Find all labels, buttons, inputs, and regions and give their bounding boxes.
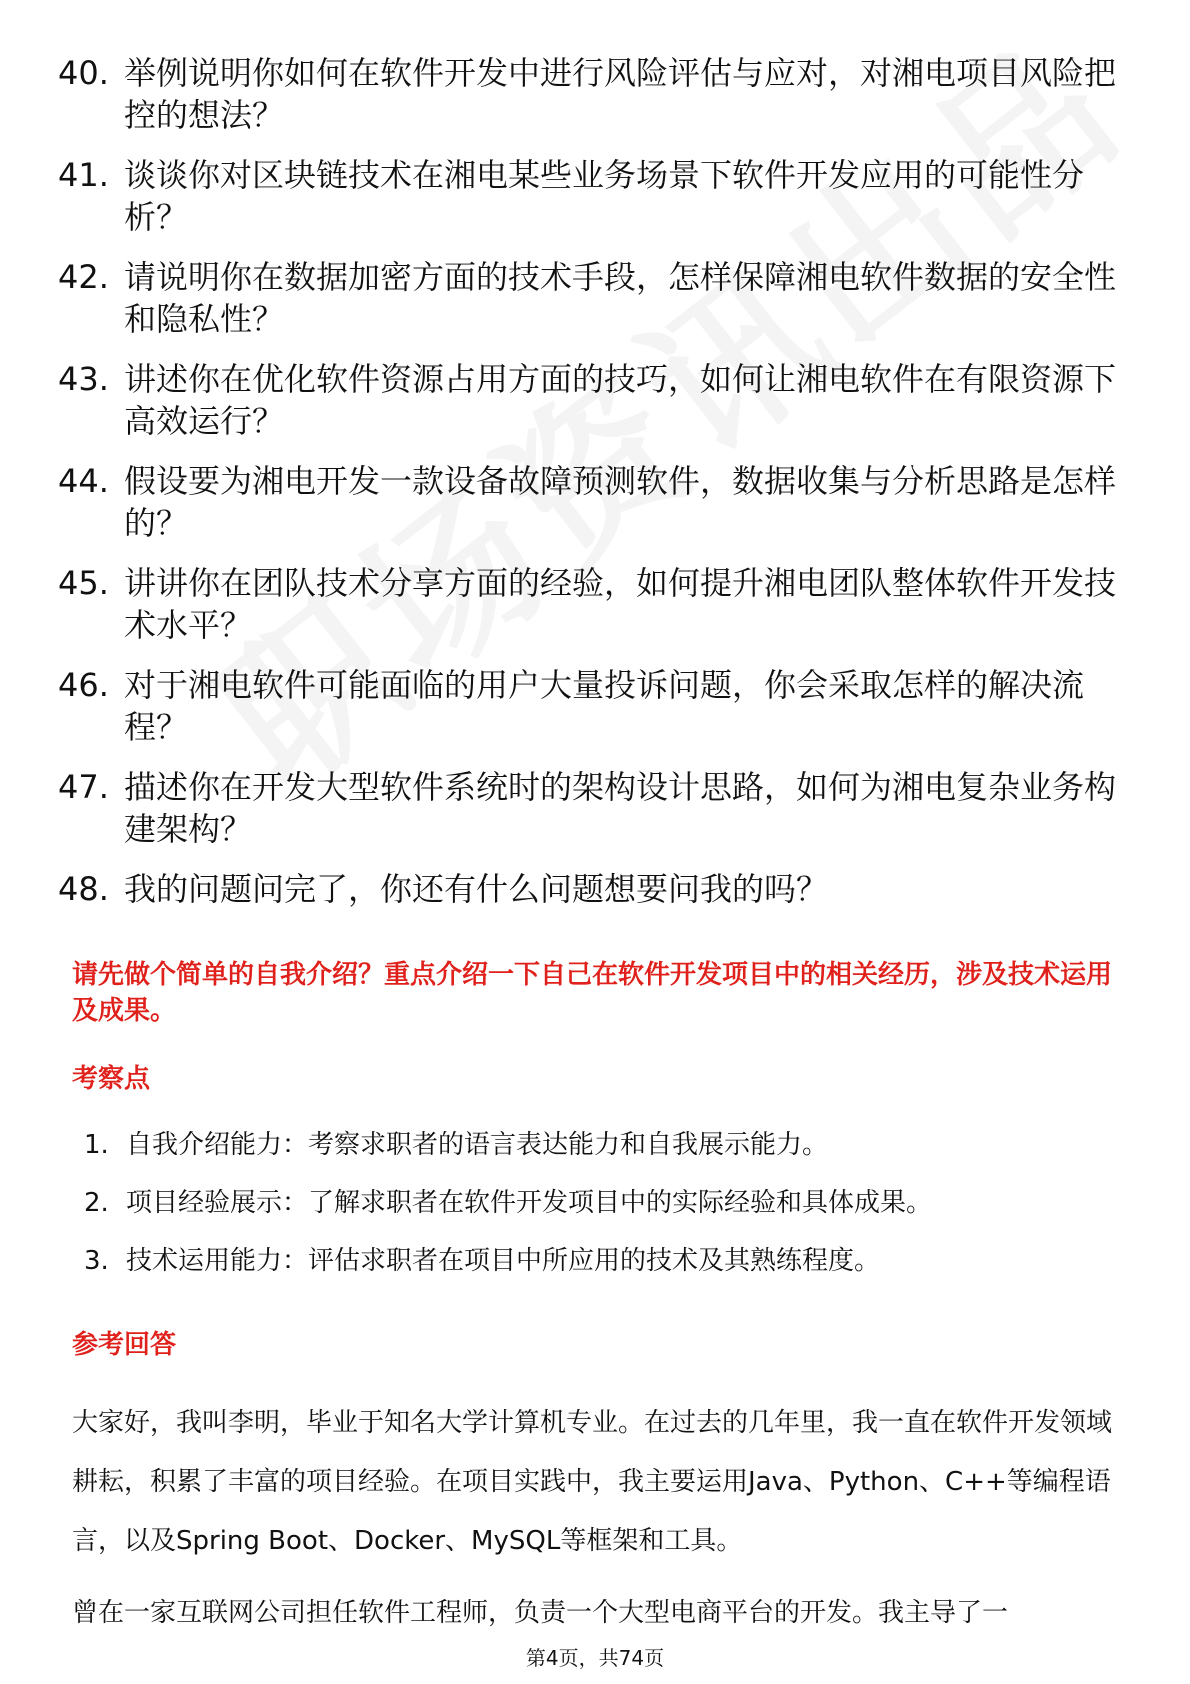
list-item <box>58 562 1118 646</box>
question-text: 请说明你在数据加密方面的技术手段，怎样保障湘电软件数据的安全性和隐私性？ <box>124 258 1117 338</box>
page-footer: 第4页，共74页 <box>525 1646 665 1670</box>
question-number: 44. <box>58 462 109 500</box>
question-number: 41. <box>58 156 109 194</box>
question-text: 谈谈你对区块链技术在湘电某些业务场景下软件开发应用的可能性分析？ <box>124 156 1085 236</box>
question-text: 假设要为湘电开发一款设备故障预测软件，数据收集与分析思路是怎样的？ <box>124 462 1117 542</box>
point-number: 3. <box>84 1246 109 1276</box>
question-number: 46. <box>58 666 109 704</box>
question-text: 对于湘电软件可能面临的用户大量投诉问题，你会采取怎样的解决流程？ <box>124 666 1085 746</box>
list-item <box>58 868 1118 910</box>
answer-paragraph: 曾在一家互联网公司担任软件工程师，负责一个大型电商平台的开发。我主导了一 <box>72 1598 1009 1628</box>
list-item <box>58 256 1118 340</box>
list-item <box>58 52 1118 136</box>
question-number: 42. <box>58 258 109 296</box>
answer-paragraph: 大家好，我叫李明，毕业于知名大学计算机专业。在过去的几年里，我一直在软件开发领域耕耘，积累了丰富的项目经验。在项目实践中，我主要运用Java、Python、C++等编程语言，以及Spring Boot、Docker、MySQL等框架和工具。 <box>72 1408 1113 1556</box>
list-item <box>58 664 1118 748</box>
question-text: 描述你在开发大型软件系统时的架构设计思路，如何为湘电复杂业务构建架构？ <box>124 768 1117 848</box>
point-number: 1. <box>84 1130 109 1160</box>
question-text: 我的问题问完了，你还有什么问题想要问我的吗？ <box>124 870 829 908</box>
question-number: 48. <box>58 870 109 908</box>
point-number: 2. <box>84 1188 109 1218</box>
question-number: 43. <box>58 360 109 398</box>
list-item <box>84 1244 1134 1278</box>
point-text: 自我介绍能力：考察求职者的语言表达能力和自我展示能力。 <box>126 1130 829 1160</box>
question-number: 45. <box>58 564 109 602</box>
question-text: 举例说明你如何在软件开发中进行风险评估与应对，对湘电项目风险把控的想法？ <box>124 54 1117 134</box>
inspection-points <box>84 1128 1134 1302</box>
question-number: 40. <box>58 54 109 92</box>
list-item <box>58 358 1118 442</box>
reference-heading: 参考回答 <box>72 1330 177 1360</box>
question-text: 讲述你在优化软件资源占用方面的技巧，如何让湘电软件在有限资源下高效运行？ <box>124 360 1117 440</box>
list-item <box>84 1128 1134 1162</box>
list-item <box>84 1186 1134 1220</box>
list-item <box>58 766 1118 850</box>
inspection-heading: 考察点 <box>72 1064 151 1094</box>
list-item <box>58 154 1118 238</box>
question-number: 47. <box>58 768 109 806</box>
list-item <box>58 460 1118 544</box>
point-text: 项目经验展示：了解求职者在软件开发项目中的实际经验和具体成果。 <box>126 1188 933 1218</box>
question-text: 讲讲你在团队技术分享方面的经验，如何提升湘电团队整体软件开发技术水平？ <box>124 564 1117 644</box>
question-list <box>58 52 1118 928</box>
point-text: 技术运用能力：评估求职者在项目中所应用的技术及其熟练程度。 <box>126 1246 881 1276</box>
featured-question: 请先做个简单的自我介绍？重点介绍一下自己在软件开发项目中的相关经历，涉及技术运用及成果。 <box>72 960 1113 1026</box>
